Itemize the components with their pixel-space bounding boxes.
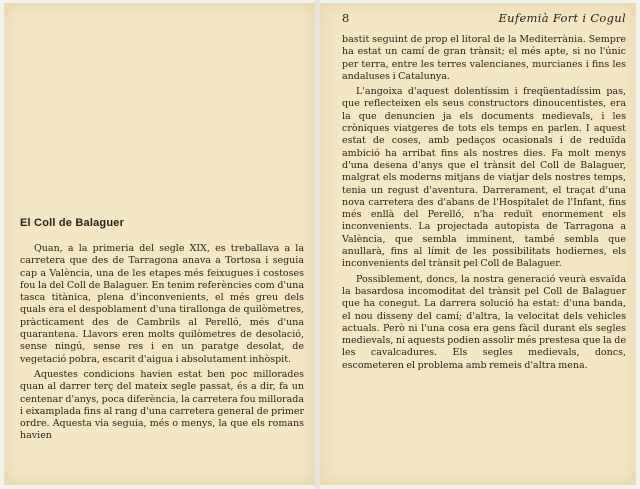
paragraph: Possiblement, doncs, la nostra generació veurà esvaïda la basardosa incomoditat del trànsit pel Coll de Balaguer que ha conegut. La darrera solució ha estat: d'una banda, el nou disseny del camí; d'altra, la velocitat dels vehicles actuals. Però ni l'una cosa era gens fàcil durant els segles medievals, ni aquests podien assolir més prestesa que la de les cavalcadures. Els segles medievals, doncs, escometeren el problema amb remeis d'altra mena. — [342, 273, 626, 371]
continuation-paragraph: bastit seguint de prop el litoral de la Mediterrània. Sempre ha estat un camí de gran trànsit; el més apte, si no l'únic per terra, entre les terres valencianes, murcianes i fins les andaluses i Catalunya. — [342, 34, 626, 82]
right-page — [320, 3, 636, 485]
paragraph: Quan, a la primeria del segle XIX, es treballava a la carretera que des de Tarragona anava a Tortosa i seguia cap a València, una de les etapes més feixugues i costoses fou la del Coll de Balaguer. En tenim referències com d'una tasca titànica, plena d'inconvenients, el més greu dels quals era el despoblament d'una tirallonga de quilòmetres, pràcticament des de Cambrils al Perelló, més d'una quarantena. Llavors eren molts quilòmetres de desolació, sense ningú, sense res i en un paratge desolat, de vegetació pobra, escarit d'aigua i absolutament inhòspit. — [20, 243, 304, 365]
paragraph: L'angoixa d'aquest dolentíssim i freqüentadíssim pas, que reflecteixen els seus constructors dinoucentistes, era la que denuncien ja els documents medievals, i les cròniques viatgeres de tots els temps en parlen. I aquest estat de coses, amb pedaços ocasionals i de reduïda ambició ha arribat fins als nostres dies. Fa molt menys d'una desena d'anys que el trànsit del Coll de Balaguer, malgrat els moderns mitjans de viatjar dels nostres temps, tenia un regust d'aventura. Darrerament, el traçat d'una nova carretera des d'abans de l'Hospitalet de l'Infant, fins més enllà del Perelló, n'ha reduït enormement els inconvenients. La projectada autopista de Tarragona a València, que sembla imminent, també sembla que anullarà, fins al límit de les possibilitats hodiernes, els inconvenients del trànsit pel Coll de Balaguer. — [342, 86, 626, 270]
running-title: Eufemià Fort i Cogul — [498, 11, 626, 25]
left-page-body — [20, 243, 304, 446]
paragraph: Aquestes condicions havien estat ben poc millorades quan al darrer terç del mateix segle passat, és a dir, fa un centenar d'anys, poca diferència, la carretera fou millorada i eixamplada fins al rang d'una carretera general de primer ordre. Aquesta via seguia, més o menys, la que els romans havien — [20, 368, 304, 442]
right-page-body — [342, 34, 626, 375]
chapter-heading: El Coll de Balaguer — [20, 217, 125, 229]
left-page — [4, 3, 315, 485]
running-head — [342, 11, 626, 27]
page-number: 8 — [342, 11, 350, 25]
